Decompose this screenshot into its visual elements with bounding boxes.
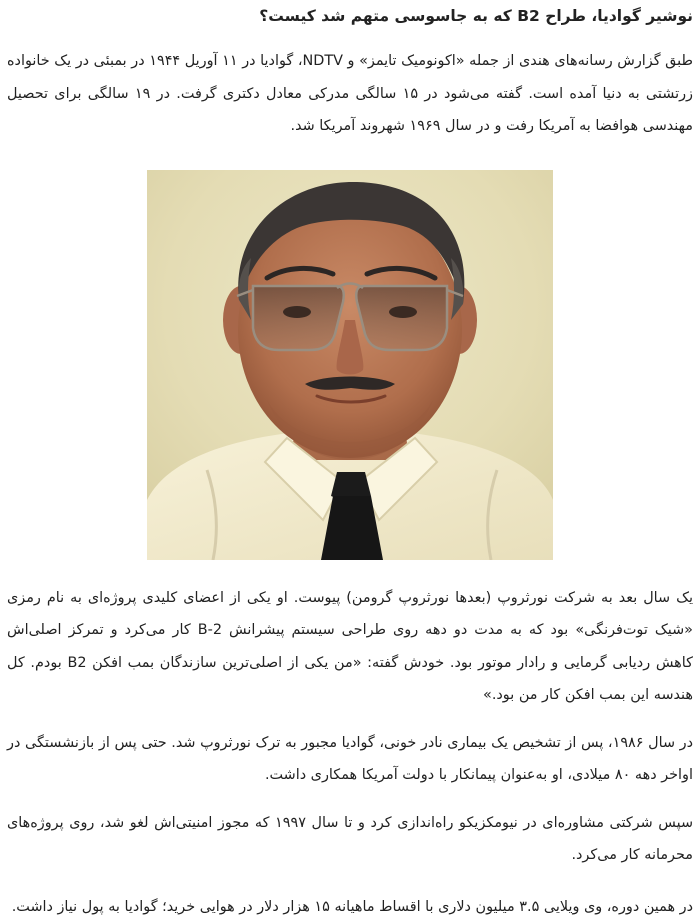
- article-paragraph: در سال ۱۹۸۶، پس از تشخیص یک بیماری نادر خونی، گوادیا مجبور به ترک نورثروپ شد. حتی پس از بازنشستگی در اواخر دهه ۸۰ میلادی، او به‌عنوان پیمانکار با دولت آمریکا همکاری داشت.: [7, 727, 693, 792]
- portrait-photo: [147, 170, 553, 560]
- article-paragraph: سپس شرکتی مشاوره‌ای در نیومکزیکو راه‌اندازی کرد و تا سال ۱۹۹۷ که مجوز امنیتی‌اش لغو شد، روی پروژه‌های محرمانه کار می‌کرد.: [7, 807, 693, 872]
- portrait-figure: [7, 170, 693, 560]
- article-headline: نوشیر گوادیا، طراح B2 که به جاسوسی متهم شد کیست؟: [7, 0, 693, 29]
- article-paragraph: یک سال بعد به شرکت نورثروپ (بعدها نورثروپ گرومن) پیوست. او یکی از اعضای کلیدی پروژه‌ای به نام رمزی «شیک توت‌فرنگی» بود که به مدت دو دهه روی طراحی سیستم پیشرانش B-2 کار می‌کرد و تمرکز اصلی‌اش کاهش ردیابی گرمایی و رادار موتور بود. خودش گفته: «من یکی از اصلی‌ترین سازندگان بمب افکن B2 بودم. کل هندسه این بمب افکن کار من بود.»: [7, 582, 693, 712]
- article-paragraph: طبق گزارش رسانه‌های هندی از جمله «اکونومیک تایمز» و NDTV، گوادیا در ۱۱ آوریل ۱۹۴۴ در بمبئی در یک خانواده زرتشتی به دنیا آمده است. گفته می‌شود در ۱۵ سالگی مدرکی معادل دکتری گرفت. در ۱۹ سالگی برای تحصیل مهندسی هوافضا به آمریکا رفت و در سال ۱۹۶۹ شهروند آمریکا شد.: [7, 45, 693, 143]
- article-paragraph: در همین دوره، وی ویلایی ۳.۵ میلیون دلاری با اقساط ماهیانه ۱۵ هزار دلار در هوایی خرید؛ گوادیا به پول نیاز داشت.: [7, 891, 693, 923]
